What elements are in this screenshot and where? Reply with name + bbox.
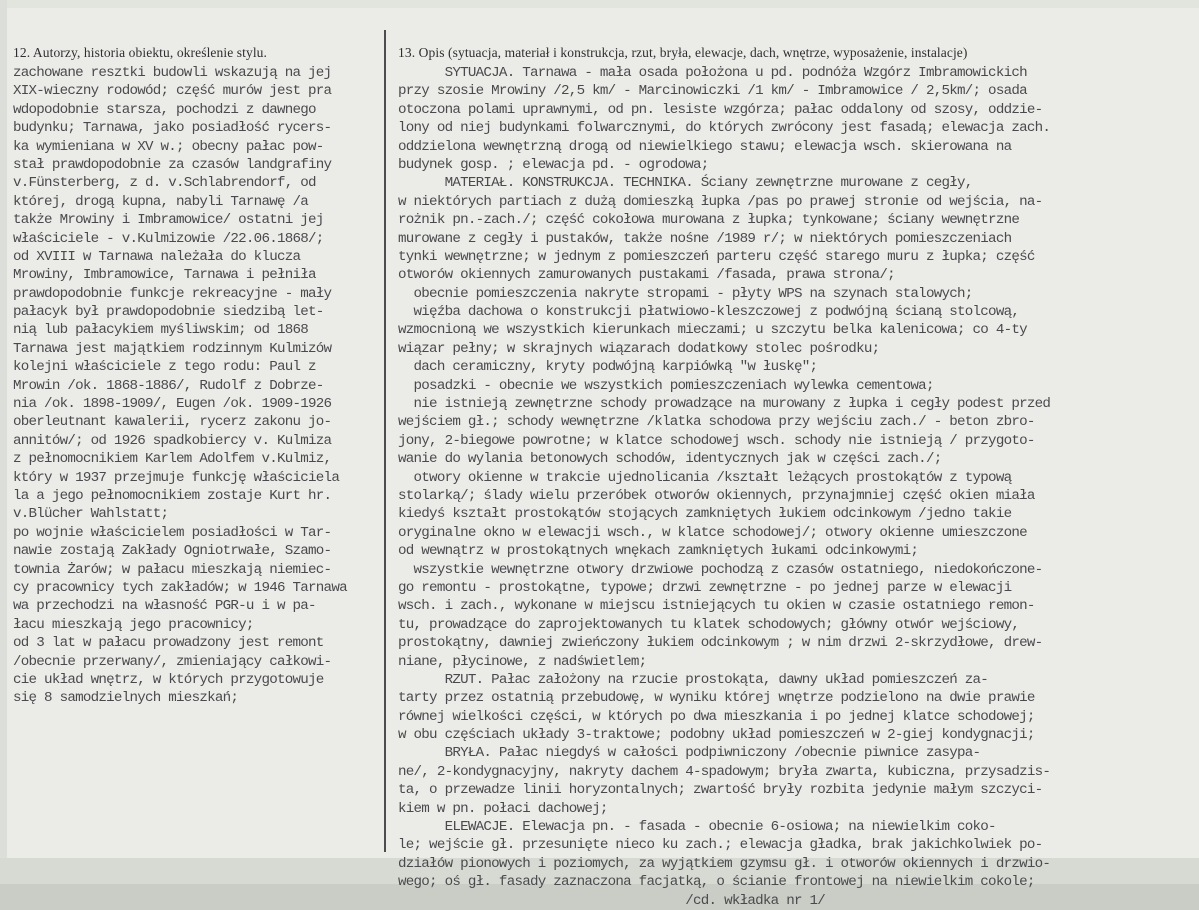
history-text-line: od XVIII w Tarnawa należała do klucza	[13, 248, 301, 265]
description-text-line: nie istnieją zewnętrzne schody prowadzące na murowany z łupka i cegły podest przed	[398, 396, 1051, 413]
description-text-line: więźba dachowa o konstrukcji płatwiowo-kleszczowej z podwójną ścianą stolcową,	[398, 304, 1020, 321]
history-text-line: właściciele - v.Kulmizowie /22.06.1868/;	[13, 230, 324, 247]
description-text-line: tynki wewnętrzne; w jednym z pomieszczeń parteru część starego muru z łupka; część	[398, 248, 1035, 265]
description-text-line: prostokątny, dawniej zwieńczony łukiem odcinkowym ; w nim drzwi 2-skrzydłowe, drew-	[398, 635, 1043, 652]
description-text-line: stolarką/; ślady wielu przeróbek otworów okiennych, przynajmniej część okien miała	[398, 487, 1035, 504]
history-text-line: się 8 samodzielnych mieszkań;	[13, 690, 239, 707]
description-text-line: przy szosie Mrowiny /2,5 km/ - Marcinowiczki /1 km/ - Imbramowice / 2,5km/; osada	[398, 83, 1027, 100]
history-text-line: la a jego pełnomocnikiem zostaje Kurt hr.	[13, 487, 332, 504]
description-text-line: budynek gosp. ; elewacja pd. - ogrodowa;	[398, 156, 709, 173]
description-text-line: wiązar pełny; w skrajnych wiązarach dodatkowy stolec pośrodku;	[398, 340, 880, 357]
description-text-line: dach ceramiczny, kryty podwójną karpiówką "w łuskę";	[398, 359, 818, 376]
description-text-line: oddzielona wewnętrzną drogą od niewielkiego stawu; elewacja wsch. skierowana na	[398, 138, 1012, 155]
history-text-line: /obecnie przerwany/, zmieniający całkowi-	[13, 653, 332, 670]
history-text-line: v.Blücher Wahlstatt;	[13, 506, 169, 523]
history-text-line: townia Żarów; w pałacu mieszkają niemiec-	[13, 561, 332, 578]
history-text-line: v.Fünsterberg, z d. v.Schlabrendorf, od	[13, 175, 316, 192]
description-text-line: MATERIAŁ. KONSTRUKCJA. TECHNIKA. Ściany zewnętrzne murowane z cegły,	[398, 175, 973, 192]
description-text-line: od wewnątrz w prostokątnych wnękach zamkniętych łukami odcinkowymi;	[398, 543, 919, 560]
description-text-line: wzmocnioną we wszystkich kierunkach mieczami; u szczytu belka kalenicowa; co 4-ty	[398, 322, 1027, 339]
history-text-line: budynku; Tarnawa, jako posiadłość rycers-	[13, 120, 332, 137]
history-text-line: oberleutnant kawalerii, rycerz zakonu jo-	[13, 414, 332, 431]
history-text-line: zachowane resztki budowli wskazują na jej	[13, 65, 332, 81]
history-text-line: także Mrowiny i Imbramowice/ ostatni jej	[13, 212, 324, 229]
history-text-line: wdopodobnie starsza, pochodzi z dawnego	[13, 101, 316, 118]
description-text-line: obecnie pomieszczenia nakryte stropami - płyty WPS na szynach stalowych;	[398, 285, 973, 302]
page-left-edge	[0, 0, 7, 884]
history-text-line: od 3 lat w pałacu prowadzony jest remont	[13, 635, 324, 652]
history-text-line: który w 1937 przejmuje funkcję właściciela	[13, 469, 340, 486]
description-text-line: otwory okienne w trakcie ujednolicania /kształt leżących prostokątów z typową	[398, 469, 1012, 486]
description-text-line: kiem w pn. połaci dachowej;	[398, 800, 608, 817]
description-text-line: wanie do wylania betonowych schodów, identycznych jak w części zach./;	[398, 451, 942, 468]
history-text-line: stał prawdopodobnie za czasów landgrafiny	[13, 156, 332, 173]
description-text-column	[398, 64, 1193, 910]
description-text-line: jony, 2-biegowe powrotne; w klatce schodowej wsch. schody nie istnieją / przygoto-	[398, 432, 1035, 449]
history-text-line: ka wymieniana w XV w.; obecny pałac pow-	[13, 138, 324, 155]
description-text-line: posadzki - obecnie we wszystkich pomieszczeniach wylewka cementowa;	[398, 377, 934, 394]
history-text-line: cy pracownicy tych zakładów; w 1946 Tarnawa	[13, 579, 347, 596]
description-text-line: BRYŁA. Pałac niegdyś w całości podpiwniczony /obecnie piwnice zasypa-	[398, 745, 981, 762]
description-text-line: otoczona polami uprawnymi, od pn. lesiste wzgórza; pałac oddalony od szosy, oddzie-	[398, 101, 1043, 118]
description-text-line: w obu częściach układy 3-traktowe; podobny układ pomieszczeń w 2-giej kondygnacji;	[398, 727, 1035, 744]
history-text-line: nawie zostają Zakłady Ogniotrwałe, Szamo-	[13, 543, 332, 560]
history-text-line: kolejni właściciele z tego rodu: Paul z	[13, 359, 316, 376]
description-text-line: le; wejście gł. przesunięte nieco ku zach.; elewacja gładka, brak jakichkolwiek po-	[398, 837, 1043, 854]
description-text-line: lony od niej budynkami folwarcznymi, do których zwrócony jest fasadą; elewacja zach.	[398, 120, 1051, 137]
description-text-line: otworów okiennych zamurowanych pustakami /fasada, prawa strona/;	[398, 267, 895, 284]
description-text-line: go remontu - prostokątne, typowe; drzwi zewnętrzne - po jednej parze w elewacji	[398, 579, 1012, 596]
left-column-header: 12. Autorzy, historia obiektu, określenie stylu.	[13, 45, 268, 60]
description-text-line: ELEWACJE. Elewacja pn. - fasada - obecnie 6-osiowa; na niewielkim coko-	[398, 819, 996, 836]
description-text-line: ta, o przewadze linii horyzontalnych; zwartość bryły rozbita jedynie małym szczyci-	[398, 782, 1043, 799]
column-divider	[384, 30, 386, 852]
description-text-line: rożnik pn.-zach./; część cokołowa murowana z łupka; tynkowane; ściany wewnętrzne	[398, 212, 1020, 229]
description-text-line: /cd. wkładka nr 1/	[398, 892, 826, 909]
description-text-line: kiedyś kształt prostokątów stojących zamkniętych łukiem odcinkowym /jedno takie	[398, 506, 1012, 523]
history-text-line: Mrowiny, Imbramowice, Tarnawa i pełniła	[13, 267, 316, 284]
history-text-line: nią lub pałacykiem myśliwskim; od 1868	[13, 322, 309, 339]
history-text-line: pałacyk był prawdopodobnie siedzibą let-	[13, 304, 324, 321]
description-text-line: w niektórych partiach z dużą domieszką łupka /pas po prawej stronie od wejścia, na-	[398, 193, 1043, 210]
history-text-line: nia /ok. 1898-1909/, Eugen /ok. 1909-1926	[13, 396, 332, 413]
description-text-line: ne/, 2-kondygnacyjny, nakryty dachem 4-spadowym; bryła zwarta, kubiczna, przysadzis-	[398, 763, 1051, 780]
description-text-line: murowane z cegły i pustaków, także nośne /1989 r/; w niektórych pomieszczeniach	[398, 230, 1012, 247]
description-text-line: tu, prowadzące do zaprojektowanych tu klatek schodowych; główny otwór wejściowy,	[398, 616, 1020, 633]
history-text-line: XIX-wieczny rodowód; część murów jest pra	[13, 83, 332, 100]
description-text-line: wszystkie wewnętrzne otwory drzwiowe pochodzą z czasów ostatniego, niedokończone-	[398, 561, 1043, 578]
description-text-line: wejściem gł.; schody wewnętrzne /klatka schodowa przy wejściu zach./ - beton zbro-	[398, 414, 1035, 431]
history-text-line: po wojnie właścicielem posiadłości w Tar-	[13, 524, 332, 541]
description-text-line: niane, płycinowe, z nadświetlem;	[398, 653, 647, 670]
history-text-line: łacu mieszkają jego pracownicy;	[13, 616, 254, 633]
description-text-line: RZUT. Pałac założony na rzucie prostokąta, dawny układ pomieszczeń za-	[398, 671, 989, 688]
history-text-line: prawdopodobnie funkcje rekreacyjne - mały	[13, 285, 332, 302]
history-text-line: Mrowin /ok. 1868-1886/, Rudolf z Dobrze-	[13, 377, 324, 394]
page-top-edge	[0, 0, 1199, 8]
right-column-header: 13. Opis (sytuacja, materiał i konstrukcja, rzut, bryła, elewacje, dach, wnętrze, wyposażenie, instalacje)	[398, 45, 968, 60]
history-text-line: cie układ wnętrz, w których przygotowuje	[13, 671, 324, 688]
history-text-column	[13, 64, 381, 708]
history-text-line: Tarnawa jest majątkiem rodzinnym Kulmizów	[13, 340, 332, 357]
description-text-line: równej wielkości części, w których po dwa mieszkania i po jednej klatce schodowej;	[398, 708, 1035, 725]
description-text-line: wsch. i zach., wykonane w miejscu istniejących tu okien w czasie ostatniego remon-	[398, 598, 1035, 615]
description-text-line: SYTUACJA. Tarnawa - mała osada położona u pd. podnóża Wzgórz Imbramowickich	[398, 65, 1027, 81]
history-text-line: z pełnomocnikiem Karlem Adolfem v.Kulmiz,	[13, 451, 332, 468]
description-text-line: wego; oś gł. fasady zaznaczona facjatką, o ścianie frontowej na niewielkim cokole;	[398, 874, 1035, 891]
description-text-line: oryginalne okno w elewacji wsch., w klatce schodowej/; otwory okienne umieszczone	[398, 524, 1027, 541]
description-text-line: tarty przez ostatnią przebudowę, w wyniku której wnętrze podzielono na dwie prawie	[398, 690, 1035, 707]
description-text-line: działów pionowych i poziomych, za wyjątkiem gzymsu gł. i otworów okiennych i drzwio-	[398, 855, 1051, 872]
history-text-line: annitów/; od 1926 spadkobiercy v. Kulmiza	[13, 432, 332, 449]
history-text-line: wa przechodzi na własność PGR-u i w pa-	[13, 598, 316, 615]
history-text-line: której, drogą kupna, nabyli Tarnawę /a	[13, 193, 309, 210]
